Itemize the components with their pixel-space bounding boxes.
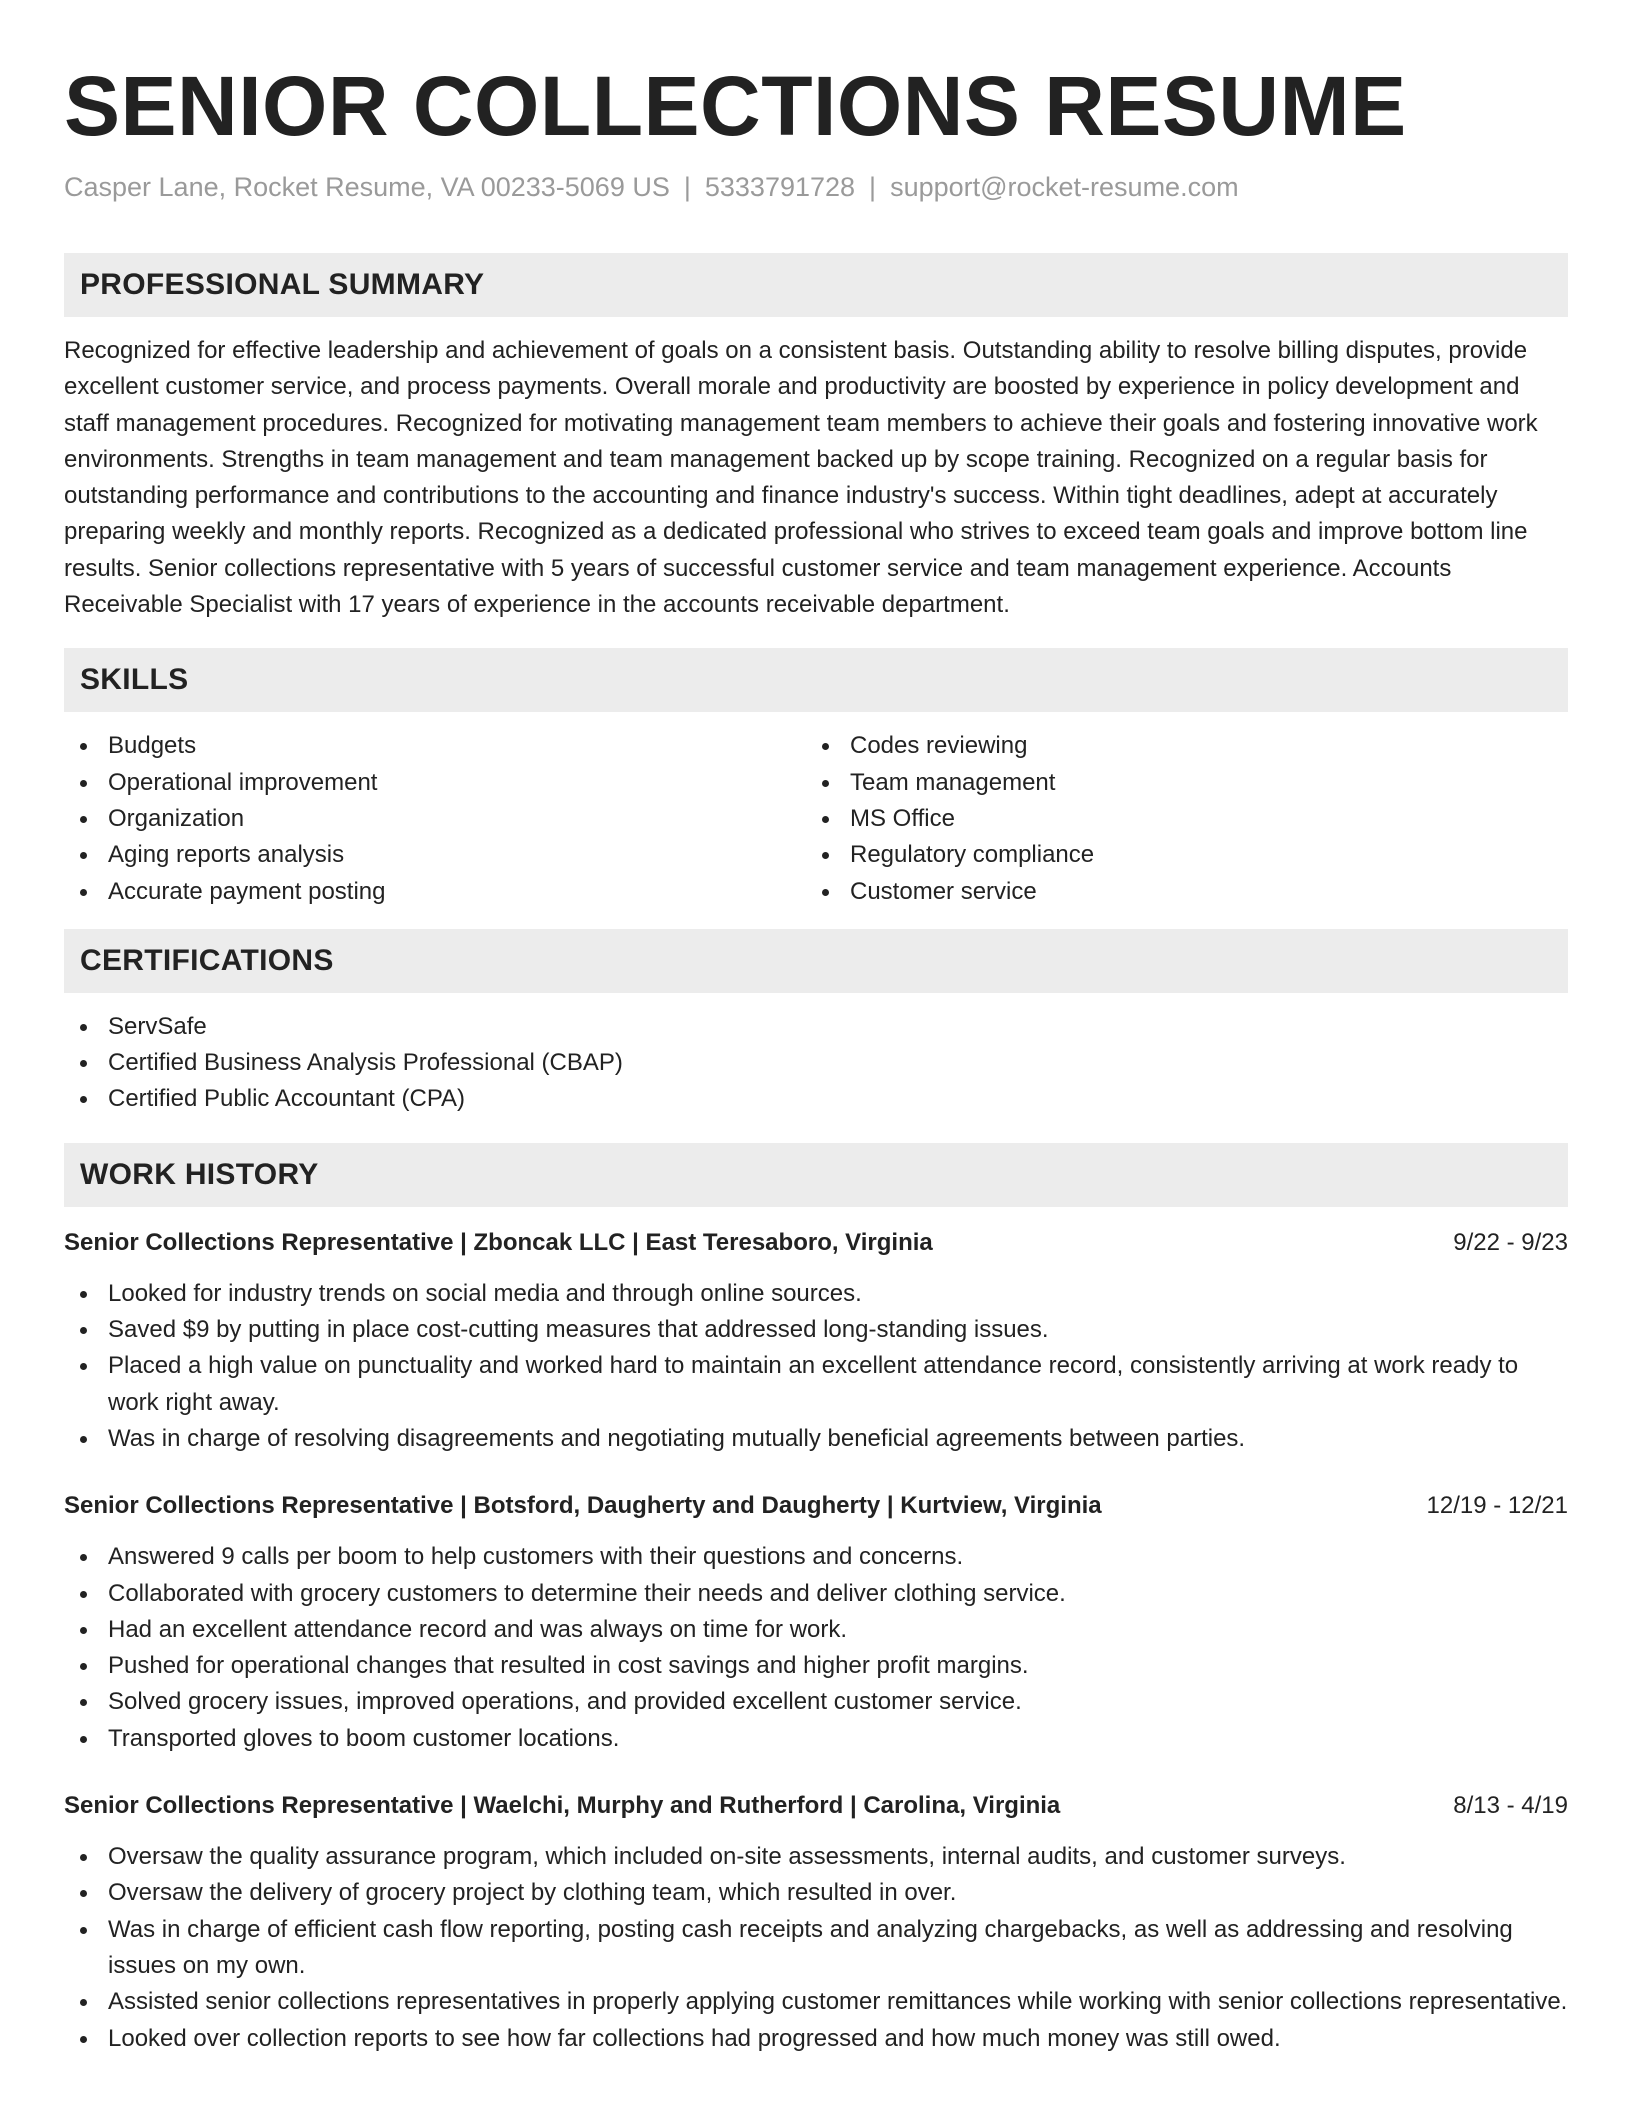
- list-item: Codes reviewing: [806, 728, 1548, 764]
- list-item: Transported gloves to boom customer locations.: [64, 1721, 1568, 1757]
- section-heading-certifications: CERTIFICATIONS: [64, 929, 1568, 993]
- job-dates: 12/19 - 12/21: [1426, 1492, 1568, 1520]
- list-item: Certified Business Analysis Professional (CBAP): [64, 1045, 1568, 1081]
- skills-list-left: [64, 728, 806, 909]
- contact-line: [64, 170, 1568, 204]
- section-heading-skills: SKILLS: [64, 648, 1568, 712]
- list-item: Team management: [806, 765, 1548, 801]
- list-item: Accurate payment posting: [64, 874, 806, 910]
- job-entry: [64, 1489, 1568, 1757]
- section-heading-work-history: WORK HISTORY: [64, 1143, 1568, 1207]
- list-item: Collaborated with grocery customers to determine their needs and deliver clothing service.: [64, 1576, 1568, 1612]
- list-item: Looked over collection reports to see how far collections had progressed and how much money was still owed.: [64, 2021, 1568, 2057]
- list-item: Oversaw the delivery of grocery project by clothing team, which resulted in over.: [64, 1875, 1568, 1911]
- list-item: Regulatory compliance: [806, 837, 1548, 873]
- section-heading-summary: PROFESSIONAL SUMMARY: [64, 253, 1568, 317]
- list-item: Answered 9 calls per boom to help customers with their questions and concerns.: [64, 1539, 1568, 1575]
- list-item: Was in charge of efficient cash flow reporting, posting cash receipts and analyzing chargebacks, as well as addressing and resolving issues on my own.: [64, 1912, 1568, 1985]
- contact-email: support@rocket-resume.com: [890, 172, 1239, 202]
- list-item: Was in charge of resolving disagreements and negotiating mutually beneficial agreements between parties.: [64, 1421, 1568, 1457]
- job-header: [64, 1789, 1568, 1823]
- job-bullets: [64, 1276, 1568, 1457]
- list-item: ServSafe: [64, 1009, 1568, 1045]
- resume-page: [64, 56, 1568, 2057]
- job-entry: [64, 1789, 1568, 2057]
- job-title: Senior Collections Representative | Waelchi, Murphy and Rutherford | Carolina, Virginia: [64, 1792, 1061, 1820]
- contact-address: Casper Lane, Rocket Resume, VA 00233-5069 US: [64, 172, 670, 202]
- certifications-list: [64, 1009, 1568, 1118]
- resume-title: SENIOR COLLECTIONS RESUME: [64, 59, 1407, 153]
- list-item: Certified Public Accountant (CPA): [64, 1081, 1568, 1117]
- list-item: Placed a high value on punctuality and worked hard to maintain an excellent attendance record, consistently arriving at work ready to work right away.: [64, 1348, 1568, 1421]
- list-item: Saved $9 by putting in place cost-cutting measures that addressed long-standing issues.: [64, 1312, 1568, 1348]
- job-header: [64, 1226, 1568, 1260]
- job-dates: 8/13 - 4/19: [1453, 1792, 1568, 1820]
- contact-phone: 5333791728: [704, 172, 856, 202]
- list-item: Customer service: [806, 874, 1548, 910]
- summary-text: Recognized for effective leadership and achievement of goals on a consistent basis. Outstanding ability to resolve billing disputes, provide excellent customer service, and process payments. Overall morale and productivity are boosted by experience in policy development and staff management procedures. Recognized for motivating management team members to achieve their goals and fostering innovative work environments. Strengths in team management and team management backed up by scope training. Recognized on a regular basis for outstanding performance and contributions to the accounting and finance industry's success. Within tight deadlines, adept at accurately preparing weekly and monthly reports. Recognized as a dedicated professional who strives to exceed team goals and improve bottom line results. Senior collections representative with 5 years of successful customer service and team management experience. Accounts Receivable Specialist with 17 years of experience in the accounts receivable department.: [64, 337, 1538, 619]
- job-header: [64, 1489, 1568, 1523]
- list-item: Solved grocery issues, improved operations, and provided excellent customer service.: [64, 1684, 1568, 1720]
- job-dates: 9/22 - 9/23: [1453, 1228, 1568, 1256]
- skills-columns: [64, 728, 1568, 909]
- job-title: Senior Collections Representative | Botsford, Daugherty and Daugherty | Kurtview, Virginia: [64, 1492, 1102, 1520]
- contact-separator: |: [869, 172, 877, 202]
- list-item: MS Office: [806, 801, 1548, 837]
- list-item: Looked for industry trends on social media and through online sources.: [64, 1276, 1568, 1312]
- list-item: Budgets: [64, 728, 806, 764]
- job-bullets: [64, 1839, 1568, 2057]
- list-item: Oversaw the quality assurance program, which included on-site assessments, internal audits, and customer surveys.: [64, 1839, 1568, 1875]
- list-item: Aging reports analysis: [64, 837, 806, 873]
- list-item: Pushed for operational changes that resulted in cost savings and higher profit margins.: [64, 1648, 1568, 1684]
- list-item: Assisted senior collections representatives in properly applying customer remittances while working with senior collections representative.: [64, 1984, 1568, 2020]
- list-item: Operational improvement: [64, 765, 806, 801]
- job-bullets: [64, 1539, 1568, 1757]
- list-item: Had an excellent attendance record and was always on time for work.: [64, 1612, 1568, 1648]
- contact-separator: |: [683, 172, 691, 202]
- skills-list-right: [806, 728, 1548, 909]
- list-item: Organization: [64, 801, 806, 837]
- job-title: Senior Collections Representative | Zboncak LLC | East Teresaboro, Virginia: [64, 1228, 933, 1256]
- job-entry: [64, 1226, 1568, 1457]
